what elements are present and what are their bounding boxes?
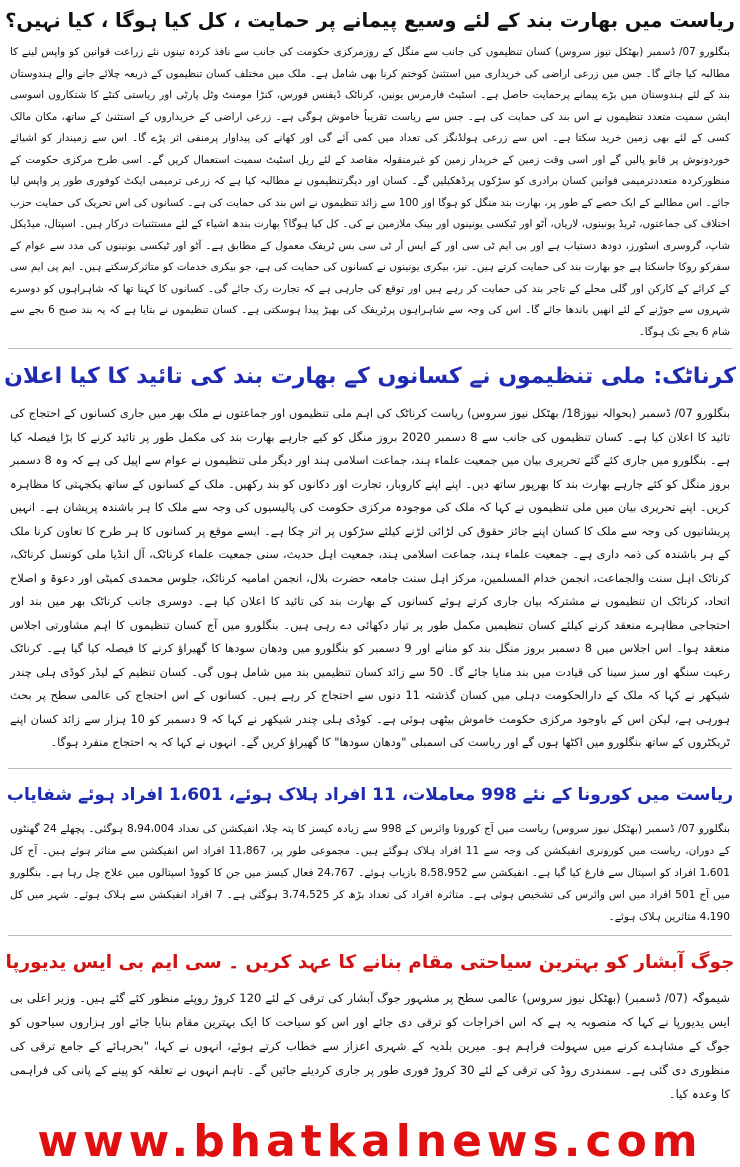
story4-body [0,986,740,1114]
story3-body [0,818,740,928]
story4-headline: جوگ آبشار کو بہترین سیاحتی مقام بنانے کا عہد کریں ۔ سی ایم بی ایس یدیورپا [5,952,735,973]
website-footer[interactable]: www.bhatkalnews.com [37,1116,703,1167]
story2-body [0,402,740,762]
story2-headline: کرناٹک: ملی تنظیموں نے کسانوں کے بھارت بند کی تائید کا کیا اعلان [4,364,736,389]
story1-headline: ریاست میں بھارت بند کے لئے وسیع پیمانے پر حمایت ، کل کیا ہوگا ، کیا نہیں؟ [5,9,735,32]
story1-body [0,42,740,342]
story3-headline: ریاست میں کورونا کے نئے 998 معاملات، 11 افراد ہلاک ہوئے، 1،601 افراد ہوئے شفایاب [6,785,734,805]
story3-paragraph: بنگلورو 07/ ڈسمبر (بھٹکل نیوز سروس) ریاست میں آج کورونا وائرس کے 998 سے زیادہ کیسز کا پتہ چلا، انفیکشن کی تعداد 8،94،004 ہوگئی۔ پچھلے 24 گھنٹوں کے دوران، ریاست میں کورونری انفیکشن کی وجہ سے 11 افراد ہلاک ہوگئے ہیں۔ مجموعی طور پر، 11،867 افراد اس انفیکشن سے متاثر ہوئے ہیں۔ آج کل 1،601 افراد کو اسپتال سے فارغ کیا گیا ہے۔ انفیکشن سے 8،58،952 بازیاب ہوئے۔ 24،767 فعال کیسز میں جن کا کووڈ اسپتالوں میں علاج چل رہا ہے۔ بنگلورو میں آج 501 افراد میں اس وائرس کی تشخیص ہوئی ہے۔ متاثرہ افراد کی تعداد بڑھ کر 3،74،525 ہوگئی ہے۔ 7 افراد انفیکشن سے ہلاک ہوئے۔ شہر میں کل 4،190 متاثرین ہلاک ہوئے۔ [10,823,730,923]
story4-paragraph: شیموگہ (07/ ڈسمبر) (بھٹکل نیوز سروس) عالمی سطح پر مشہور جوگ آبشار کی ترقی کے لئے 120 کروڑ روپئے منظور کئے گئے ہیں۔ وزیر اعلی بی ایس یدیورپا نے کہا کہ منصوبہ یہ ہے کہ اس اخراجات کو ترقی دی جائے اور اس کو سیاحت کا ایک بہترین مقام بنایا جائے اور ہزاروں سیاحوں کو جوگ کے مشاہدے کرنے میں سہولت فراہم ہو۔ میرین بلدیہ کے شہری اعزاز سے خطاب کرتے ہوئے، انہوں نے کہا، "بحرہائے کے جامع ترقی کی منظوری دی گئی ہے۔ سمندری روڈ کی ترقی کے لئے 30 کروڑ فوری طور پر جاری کردیئے جائیں گے۔ تاہم انہوں نے تعلقہ کو پینے کے پانی کی فراہمی کا وعدہ کیا۔ [10,991,730,1101]
divider [8,768,732,769]
divider [8,348,732,349]
story1-paragraph: بنگلورو 07/ ڈسمبر (بھٹکل نیوز سروس) کسان تنظیموں کی جانب سے منگل کے روزمرکزی حکومت کی جانب سے نافذ کردہ تینوں نئے زراعت قوانین کو واپس لینے کا مطالبہ کیا جائے گا۔ جس میں زرعی اراضی کی خریداری میں استثنیٰ کوختم کرنا بھی شامل ہے۔ ملک میں مختلف کسان تنظیموں کے ذریعہ چلائے جانے والے ہندوستان بند کے لئے ہندوستان میں بڑے پیمانے پرحمایت حاصل ہے۔ اسٹیٹ فارمرس یونین، کرناٹک ڈیفنس فورس، کنڑا مومنٹ وٹل پارٹی اور ریاستی کنٹے کا شتکاروں اسوسی ایشن سمیت متعدد تنظیموں نے اس بند کی حمایت کی ہے۔ جس سے ریاست تقریباً خاموش ہوگی ہے۔ زرعی اراضی کے خریداروں کے استثنیٰ کے ساتھ، مکان مالک کسی کے لئے بھی زمین خرید سکتا ہے۔ اس سے زرعی ہولڈنگز کی تعداد میں کمی آئے گی اور کھانے کی پیداوار پرمنفی اثر پڑے گا۔ اس سے زمیندار کو اشیائے خوردونوش پر قابو پالیں گے اور اسی وقت زمین کے خریدار زمین کو غیرمنقولہ مقاصد کے لئے ریل اسٹیٹ سمیت استعمال کریں گے۔ اسی طرح مرکزی حکومت کے منظورکردہ متعددترمیمی قوانین کسان برادری کو سڑکوں پرڈھکیلیں گے۔ کسان اور دیگرتنظیموں نے مطالبہ کیا ہے کہ زرعی ترمیمی ایکٹ کوفوری طور پر واپس لیا جائے۔ اس مطالبے کے ایک حصے کے طور پر، بھارت بند منگل کو ہوگا اور 100 سے زائد تنظیموں نے اس بند کی حمایت کی ہے۔ کسانوں کی اس تحریک کی حمایت حزب اختلاف کی جماعتوں، ٹریڈ یونینوں، لاریاں، آٹو اور ٹیکسی یونینوں اور بینک ملازمین نے کی۔ کل کیا ہوگا؟ بھارت بندھ اشیاء کے لئے مستثنیات درکار ہیں۔ اسپتال، میڈیکل شاپ، گروسری اسٹورز، دودھ دستیاب ہے اور بی ایم ٹی سی اور کے ایس آر ٹی سی بس ٹریفک معمول کے مطابق ہے۔ آٹو اور ٹیکسی یونینوں کی مدد سے عوام کے سفرکو روکا جاسکتا ہے جو بھارت بند کی حمایت کرتے ہیں۔ نیز، بیکری یونینوں نے کسانوں کی حمایت کی ہے، جو بیکری خدمات کو متاثرکرسکتے ہیں۔ ایم پی ایم سی کے کرائے کے کارکن اور گلی محلے کے تاجر بند کی حمایت کر رہے ہیں اور توقع کی جارہی ہے کہ تجارت رک جائے گی۔ کسانوں کا کہنا تھا کہ شاہراہوں کو دوسرے شہروں سے جوڑنے کے لئے انھیں باندھا جائے گا۔ اس کی وجہ سے شاہراہوں پرٹریفک کی بھیڑ پیدا ہوسکتی ہے۔ کسان تنظیموں نے بتایا ہے کہ یہ بند صبح 6 بجے سے شام 6 بجے تک ہوگا۔ [10,46,731,338]
story2-paragraph: بنگلورو 07/ ڈسمبر (بحوالہ نیوز18/ بھٹکل نیوز سروس) ریاست کرناٹک کی اہم ملی تنظیموں اور جماعتوں نے ملک بھر میں جاری کسانوں کے احتجاج کی تائید کا اعلان کیا ہے۔ کسان تنظیموں کی جانب سے 8 دسمبر 2020 بروز منگل کو کیے جارہے بھارت بند کی مکمل طور پر تائید کرنے کا بڑا فیصلہ کیا ہے۔ بنگلورو میں جاری کئے گئے تحریری بیان میں جمعیت علماء ہند، جماعت اسلامی ہند اور دیگر ملی تنظیموں نے عوام سے اپیل کی ہے کہ وہ 8 دسمبر بروز منگل کو کئے جارہے بھارت بند کا بھرپور ساتھ دیں۔ اپنے اپنے کاروبار، تجارت اور دکانوں کو بند رکھیں۔ ملک کے کسانوں کے ساتھ یکجہتی کا مظاہرہ کریں۔ اپنے تحریری بیان میں ملی تنظیموں نے کہا کہ ملک کی موجودہ مرکزی حکومت کی پالیسیوں کی وجہ سے ملک کا ہر باشندہ پریشان ہے۔ انہیں پریشانیوں کی وجہ سے ملک کا کسان اپنے جائز حقوق کی لڑائی لڑنے کیلئے سڑکوں پر اتر چکا ہے۔ ایسے موقع پر کسانوں کا ہر طرح کا تعاون کرنا ملک کے ہر باشندہ کی ذمہ داری ہے۔ جمعیت علماء ہند، جماعت اسلامی ہند، جمعیت اہل حدیث، سنی جمعیت علماء کرناٹک، آل انڈیا ملی کونسل کرناٹک، کرناٹک اہل سنت والجماعت، انجمن خدام المسلمین، مرکز اہل سنت جامعہ حضرت بلال، انجمن امامیہ کرناٹک، جلوس محمدی کمیٹی اور دعوۃ و اصلاح اتحاد، کرناٹک ان تنظیموں نے مشترکہ بیان جاری کرتے ہوئے کسانوں کے بھارت بند کی تائید کا اعلان کیا ہے۔ دوسری جانب کرناٹک بھر میں بند اور احتجاجی مظاہرے منعقد کرنے کیلئے کسان تنظیمیں مکمل طور پر تیار دکھائی دے رہی ہیں۔ بنگلورو میں آج کسان تنظیموں کا اہم مشاورتی اجلاس منعقد ہوا۔ اس اجلاس میں 8 دسمبر بروز منگل بند کو منانے اور 9 دسمبر کو بنگلورو میں ودھان سودھا کا گھیراؤ کرنے کا فیصلہ کیا گیا ہے۔ کرناٹک رعیت سنگھ اور سبز سینا کی قیادت میں بند منایا جائے گا۔ 50 سے زائد کسان تنظیمیں بند میں شامل ہوں گی۔ کسان تنظیم کے لیڈر کوڈی ہلی چندر شیکھر نے کہا کہ ملک کے دارالحکومت دہلی میں کسان گذشتہ 11 دنوں سے احتجاج کر رہے ہیں۔ کسانوں کے اس احتجاج کی عالمی سطح پر بحث ہورہی ہے، لیکن اس کے باوجود مرکزی حکومت خاموش بیٹھی ہوئی ہے۔ کوڈی ہلی چندر شیکھر نے کہا کہ 9 دسمبر کو 10 ہزار سے زائد کسان اپنے ٹریکٹروں کے ساتھ بنگلورو میں اکٹھا ہوں گے اور ریاست کی اسمبلی "ودھان سودھا" کا گھیراؤ کریں گے۔ انہوں نے کہا کہ یہ احتجاج منفرد ہوگا۔ [10,406,731,749]
divider [8,935,732,936]
